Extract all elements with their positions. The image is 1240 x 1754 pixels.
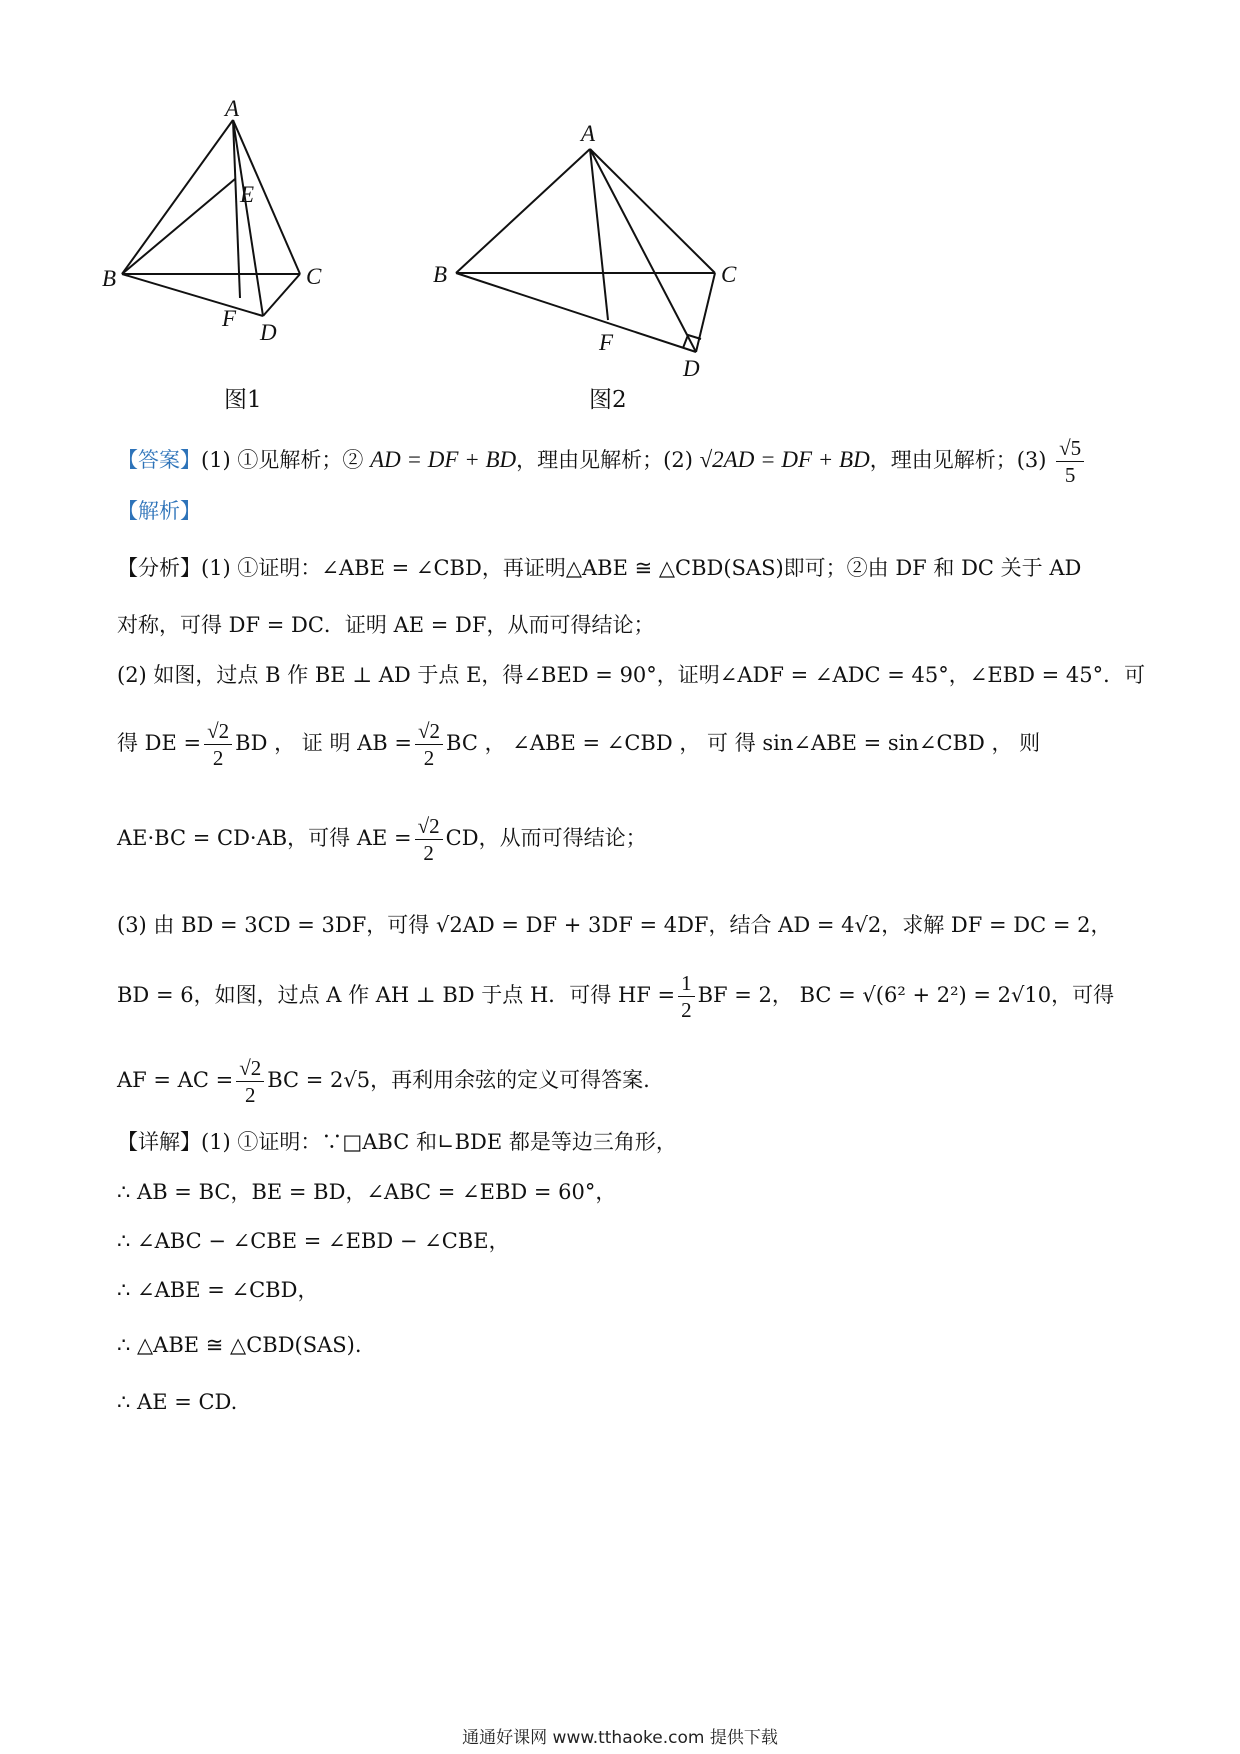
analysis-line-2: 对称，可得 DF = DC．证明 AE = DF，从而可得结论； (117, 613, 655, 637)
fig2-label-C: C (721, 262, 737, 287)
line4-fraction-1 (204, 720, 232, 769)
detail-line-1: 【详解】(1) ①证明：∵□ABC 和∟BDE 都是等边三角形， (117, 1130, 677, 1154)
line7-frac-num: 1 (678, 972, 695, 997)
analysis-line-5 (117, 815, 647, 864)
fig1-label-B: B (102, 266, 117, 291)
line8-frac-num: √2 (236, 1057, 264, 1082)
line7-text-2: BF = 2， BC = √(6² + 2²) = 2√10，可得 (697, 983, 1115, 1008)
analysis-line-4 (117, 720, 1040, 769)
fig2-label-A: A (581, 121, 596, 146)
line4-fraction-2 (415, 720, 443, 769)
fig1-label-E: E (240, 182, 255, 207)
line8-frac-den: 2 (244, 1083, 256, 1108)
answer-frac-den: 5 (1064, 463, 1076, 488)
figure-1-caption: 图1 (224, 387, 262, 413)
line7-fraction (678, 972, 695, 1021)
detail-line-3: ∴ ∠ABC − ∠CBE = ∠EBD − ∠CBE， (117, 1229, 510, 1253)
line5-text-2: CD，从而可得结论； (445, 826, 647, 851)
fig1-label-F: F (222, 306, 237, 331)
answer-tag: 【答案】 (117, 448, 201, 473)
line4-frac2-num: √2 (415, 720, 443, 745)
line8-fraction (236, 1057, 264, 1106)
line5-frac-den: 2 (423, 841, 434, 866)
fig2-label-B: B (433, 262, 448, 287)
fig1-label-C: C (306, 264, 322, 289)
answer-fraction (1056, 437, 1084, 486)
line5-fraction (415, 815, 443, 864)
line8-text-1: AF = AC = (117, 1068, 234, 1093)
answer-text-3: ，理由见解析；(3) (869, 448, 1054, 473)
fig2-label-D: D (683, 356, 700, 381)
answer-math-2: √2AD = DF + BD (699, 447, 870, 473)
footer-text: 通通好课网 www.tthaoke.com 提供下载 (462, 1728, 778, 1748)
line7-text-1: BD = 6，如图，过点 A 作 AH ⊥ BD 于点 H．可得 HF = (117, 983, 676, 1008)
analysis-line-7 (117, 972, 1114, 1021)
line4-text-3: BC ， ∠ABE = ∠CBD ， 可 得 sin∠ABE = sin∠CBD ， 则 (446, 731, 1041, 756)
detail-line-5: ∴ △ABE ≅ △CBD(SAS). (117, 1333, 362, 1357)
figure-2 (430, 115, 760, 385)
figure-1 (100, 100, 380, 380)
line4-text-1: 得 DE = (117, 731, 202, 756)
detail-line-2: ∴ AB = BC，BE = BD，∠ABC = ∠EBD = 60°， (117, 1180, 617, 1204)
figure-2-caption: 图2 (589, 387, 627, 413)
line7-frac-den: 2 (681, 998, 692, 1023)
fig1-label-A: A (225, 100, 240, 121)
detail-line-6: ∴ AE = CD. (117, 1390, 238, 1414)
fig1-label-D: D (260, 320, 277, 345)
analysis-line-8 (117, 1057, 650, 1106)
analysis-line-6: (3) 由 BD = 3CD = 3DF，可得 √2AD = DF + 3DF = 4DF，结合 AD = 4√2，求解 DF = DC = 2， (117, 913, 1112, 937)
line5-text-1: AE·BC = CD·AB，可得 AE = (117, 826, 412, 851)
line8-text-2: BC = 2√5，再利用余弦的定义可得答案. (267, 1068, 650, 1093)
line5-frac-num: √2 (415, 815, 443, 840)
answer-text-1: (1) ①见解析；② (201, 448, 371, 473)
figure-2-diagram (430, 115, 760, 385)
line4-frac1-den: 2 (212, 746, 224, 771)
fig2-label-F: F (599, 330, 614, 355)
analysis-line-1: 【分析】(1) ①证明：∠ABE = ∠CBD，再证明△ABE ≅ △CBD(SAS)即可；②由 DF 和 DC 关于 AD (117, 556, 1082, 580)
analysis-tag: 【解析】 (117, 499, 201, 523)
line4-frac2-den: 2 (423, 746, 435, 771)
line4-text-2: BD ， 证 明 AB = (235, 731, 412, 756)
analysis-line-3: (2) 如图，过点 B 作 BE ⊥ AD 于点 E，得∠BED = 90°，证明∠ADF = ∠ADC = 45°，∠EBD = 45°．可 (117, 663, 1146, 687)
line4-frac1-num: √2 (204, 720, 232, 745)
detail-line-4: ∴ ∠ABE = ∠CBD， (117, 1278, 319, 1302)
answer-frac-num: √5 (1056, 437, 1084, 462)
answer-math-1: AD = DF + BD (370, 447, 517, 473)
answer-line (117, 437, 1087, 486)
answer-text-2: ，理由见解析；(2) (516, 448, 700, 473)
figure-1-diagram (100, 100, 380, 380)
